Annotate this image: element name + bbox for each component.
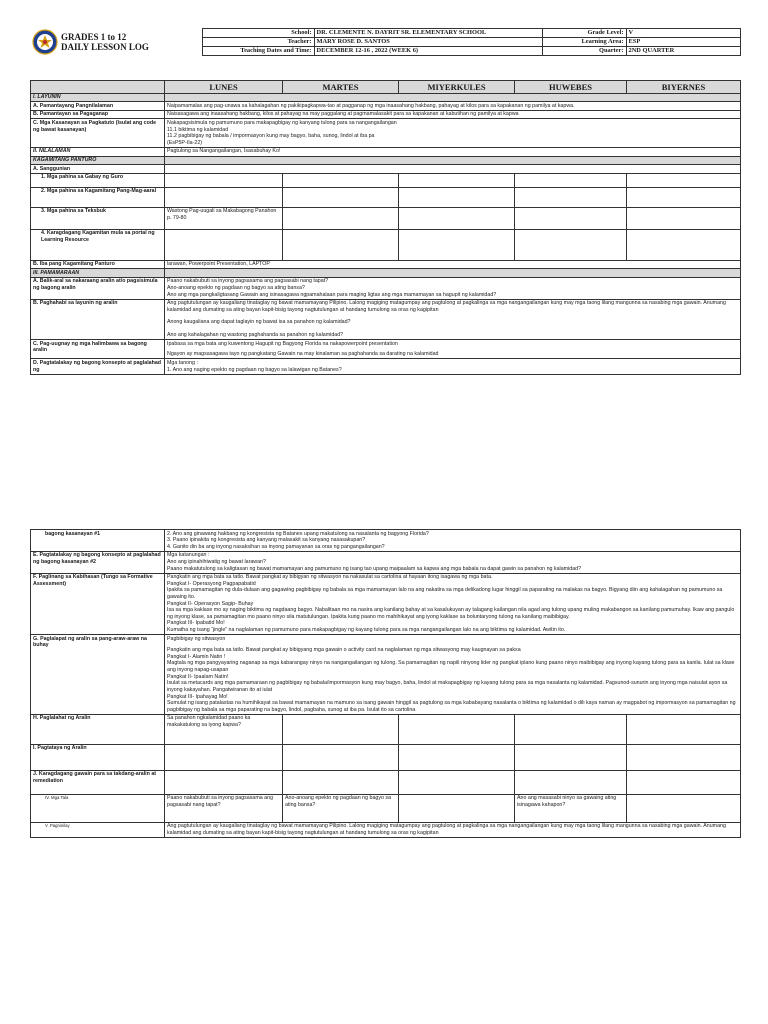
row-ph-text: Sa panahon ngkalamidad paano ka makakatulong sa iyong kapwa?	[165, 714, 283, 744]
row-kagamitan: 2. Mga pahina sa Kagamitang Pang-Mag-aaral	[31, 187, 165, 207]
row-pd2-text	[165, 530, 741, 552]
lesson-table-page-1	[30, 80, 741, 375]
row-sanggunian-fill	[165, 165, 741, 174]
section-pamamaraan-fill	[165, 269, 741, 278]
row-pf-label: F. Paglinang sa Kabihasan (Tungo sa Formative Assessment)	[31, 573, 165, 634]
quarter-value: 2ND QUARTER	[626, 47, 740, 56]
deped-seal-icon	[32, 29, 58, 55]
row-pg-text	[165, 635, 741, 715]
teacher-label: Teacher:	[202, 38, 314, 47]
pg-line-1: Pagbibigay ng sitwasyon	[167, 635, 226, 642]
pg-line-8: Sumulat ng isang patalastas na humihikayat sa bawat mamamayan na mamuno sa isang gawain hinggil sa pagtulong sa mga kababayang nasalanta o biktima ng kalamidad o dili kaya naman ay magpabot ng impormasyon sa pamamagitan ng pagbibigay ng babala sa mga paparating na bagyo, lindol, pagbaha, sunog at iba pa. Isulat ito sa cartolina	[167, 700, 736, 713]
dates-label: Teaching Dates and Time:	[202, 47, 314, 56]
pf-line-1: Pangkatin ang mga bata sa tatlo. Bawat pangkat ay bibigyan ng sitwasyon na nakasulat sa cartolina at hayaan itong isagawa ng mga bata.	[167, 574, 493, 581]
school-value: DR. CLEMENTE N. DAYRIT SR. ELEMENTARY SCHOOL	[314, 29, 542, 38]
pb-line-3: Ano ang kahalagahan ng wastong paghahanda sa panahon ng kalamidad?	[167, 332, 344, 339]
pf-line-6: Pangkat III- Ipabatid Mo!	[167, 620, 225, 627]
iv-lunes: Paano nakabubuti sa inyong pagsasama ang pagsasabi nang tapat?	[165, 794, 283, 822]
row-b-label: B. Pamantayan sa Pagaganap	[31, 110, 165, 119]
section-kagamitang: KAGAMITANG PANTURO	[31, 156, 165, 165]
section-pamamaraan: III. PAMAMARAAN	[31, 269, 165, 278]
quarter-label: Quarter:	[542, 47, 626, 56]
row-pd-label: D. Pagtatalakay ng bagong konsepto at paglalahad ng	[31, 359, 165, 374]
row-pa-label: A. Balik-aral sa nakaraang aralin at/o pagsisimula ng bagong aralin	[31, 277, 165, 299]
section-layunin: I. LAYUNIN	[31, 93, 165, 102]
row-pe-label: E. Pagtatalakay ng bagong konsepto at paglalahad ng bagong kasanayan #2	[31, 551, 165, 573]
c-line-1: Nakapagsisimula ng pamumuno para makapagbigay ng kanyang tulong para sa nangangailangan	[167, 119, 397, 126]
row-a-text: Naipamamalas ang pag-unawa sa kahalagahan ng pakikipagkapwa-tao at pagganap ng mga inaasahang hakbang, pahayag at kilos para sa kapakanan ng pamilya at kapwa.	[165, 102, 741, 111]
grade-value: V	[626, 29, 740, 38]
iv-martes: Ano-anoang epekto ng pagdaan ng bagyo sa ating bansa?	[283, 794, 399, 822]
c-line-3: 11.2 pagbibigay ng babala / impormasyon kung may bagyo, baha, sunog, lindol at iba pa	[167, 133, 375, 140]
title-line-1: GRADES 1 to 12	[61, 31, 127, 42]
row-pd2-label: bagong kasanayan #1	[31, 530, 165, 552]
header-table	[30, 28, 741, 56]
row-v-text: Ang pagtutulungan ay kaugaliang tinataglay ng bawat mamamayang Pilipino. Lalong magiging matagumpay ang pagtulong at pagkalinga sa mga nangangailangan kung may mga taong lilang mangunna sa nasabing mga gawain. Anumang kalamidad ang dumating sa ating bayan kapit-bisig tayong nagtutulungan at handang tumulong sa oras ng kagipitan	[165, 822, 741, 837]
pd2-line-2: 3. Paano ipinakita ng kongresista ang kanyang malasakit sa kanyang nasasakupan?	[167, 537, 366, 544]
pf-line-4: Pangkat II- Operasyon Sagip- Buhay	[167, 600, 254, 607]
nilalaman-text: Pagtulong sa Nangangailangan, Isasabuhay Ko!	[165, 147, 741, 156]
pg-line-6: Isulat sa metacards ang mga pamamaraan ng pagbibigay ng babala/impormasyon kung may bagyo, baha, lindol at makapagbigay ng kayang tulong para sa mga nasalanta ng kalamidad. Pagsunod-sunurin ang inyong mga naisulat ayon sa inyong kakayahan. Pangatwiranan ito at iulat	[167, 680, 728, 693]
day-miyerkules: MIYERKULES	[399, 81, 515, 94]
section-kagamitang-fill	[165, 156, 741, 165]
pd-line-2: 1. Ano ang naging epekto ng pagdaan ng bagyo sa lalawigan ng Batanes?	[167, 366, 342, 373]
row-portal: 4. Karagdagang Kagamitan mula sa portal ng Learning Resource	[31, 229, 165, 260]
row-pc-text	[165, 340, 741, 359]
row-pf-text	[165, 573, 741, 634]
pd2-line-1: 2. Ano ang ginawang hakbang ng kongresista ng Batanes upang makatulong sa nasalanta ng bagyong Florida?	[167, 530, 429, 537]
pg-line-4: Magtala ng mga pangyayaring naganap sa mga kabarangay ninyo na nangangailangan ng tulong. Sa pamamagitan ng napili ninyong lider ng pangkat iplano kung paano ninyo maibibigay ang inyong kayang tulong para sa kanila. Iulat sa klase ang inyong napag-usapan	[167, 660, 735, 674]
pe-line-3: Paano makatutulong sa kaligtasan ng bawat mamamayan ang pamumuno ng isang tao upang maipaalam sa kapwa ang mga babala na dapat gawin sa panahon ng kalamidad?	[167, 565, 582, 572]
row-teksbuk: 3. Mga pahina sa Teksbuk	[31, 207, 165, 229]
title-line-2: DAILY LESSON LOG	[61, 42, 149, 52]
area-value: ESP	[626, 38, 740, 47]
pc-line-2: Ngayon ay magsasagawa tayo ng pangkatang Gawain na may kinalaman sa paghahanda sa darating na kalamidad	[167, 351, 439, 358]
dates-value: DECEMBER 12-16 , 2022 (WEEK 6)	[314, 47, 542, 56]
row-iv-label: IV. Mga Tala	[31, 794, 165, 822]
row-pb-text	[165, 299, 741, 339]
teksbuk-text: Wastong Pag-uugali sa Makabagong Panahon p. 79-80	[165, 207, 283, 229]
pf-line-5: Isa sa mga kaklase mo ay naging biktima ng nagdaang bagyo. Nabalitaan mo na nasira ang kanilang bahay at sa kasalukuyan ay talagang kailangan nila agad ang tulong upang muling makabangon sa kanilang pamumuhay. Ikaw ang pangulo ng inyong klase, sa pamamagitan mo paano ninyo sila matutulungan. Ipakita kung paano mo mahihikayat ang iyong kaklase sa boluntaryong tulong na kanilang maibibigay.	[167, 607, 735, 620]
days-corner	[31, 81, 165, 94]
row-pc-label: C. Pag-uugnay ng mga halimbawa sa bagong aralin	[31, 340, 165, 359]
day-huwebes: HUWEBES	[515, 81, 627, 94]
day-biyernes: BIYERNES	[627, 81, 741, 94]
lesson-table-page-2	[30, 529, 741, 838]
row-pb-label: B. Paghahabi sa layunin ng aralin	[31, 299, 165, 339]
pb-line-1: Ang pagtutulungan ay kaugaliang tinataglay ng bawat mamamayang Pilipino. Lalong magiging matagumpay ang pagtulong at pagkalinga sa mga nangangailangan kung may mga taong lilang mangunna sa nasabing mga gawain. Anumang kalamidad ang dumating sa ating bayan kapit-bisig tayong nagtutulungan at handang tumulong sa oras ng kagipitan	[167, 300, 726, 313]
row-pi-label: I. Pagtataya ng Aralin	[31, 744, 165, 770]
pd-line-1: Mga tanong :	[167, 359, 198, 366]
row-pd-text	[165, 359, 741, 374]
pe-line-2: Ano ang ipinahihiwatig ng bawat larawan?	[167, 558, 266, 565]
row-pj-label: J. Karagdagang gawain para sa takdang-aralin at remediation	[31, 770, 165, 794]
iv-huwebes: Ano ang masasabi ninyo sa gawaing ating isinagawa kahapon?	[515, 794, 627, 822]
pa-line-3: Ano ang mga pangkaligtasang Gawain ang isinasagawa ngpamahalaan para maging ligtas ang mga mamamayan sa hagupit ng kalamidad?	[167, 291, 497, 298]
row-c-text	[165, 119, 741, 147]
pa-line-1: Paano nakabubuti sa inyong pagsasama ang pagsasabi nang tapat?	[167, 278, 329, 285]
row-iba-text: larawan, Powerpoint Presentation, LAPTOP	[165, 260, 741, 269]
header-title-cell	[30, 29, 202, 56]
school-label: School:	[202, 29, 314, 38]
section-nilalaman: II. NILALAMAN	[31, 147, 165, 156]
pf-line-2: Pangkat I- Operasyong Pagpapabatid	[167, 580, 256, 587]
row-pg-label: G. Paglalapat ng aralin sa pang-araw-araw na buhay	[31, 635, 165, 715]
row-ph-label: H. Paglalahat ng Aralin	[31, 714, 165, 744]
row-b-text: Naisasagawa ang inaasahang hakbang, kilos at pahayag na may paggalang at pagmamalasakit para sa kapakanan at kabutihan ng pamilya at kapwa	[165, 110, 741, 119]
c-line-2: 11.1 biktima ng kalamidad	[167, 126, 229, 133]
pb-line-2: Anong kaugaliana ang dapat taglayin ng bawat isa sa panahon ng kalamidad?	[167, 319, 351, 326]
row-c-label: C. Mga Kasanayan sa Pagkatuto (Isulat ang code ng bawat kasanayan)	[31, 119, 165, 147]
pg-line-2: Pangkatin ang mga bata sa tatlo. Bawat pangkat ay bibigyang mga gawain o activity card na naglalaman ng mga sitwasyong may kaugnayan sa paksa	[167, 647, 521, 654]
pf-line-7: Kumatha ng isang “jingle” na naglalaman ng pamumuno para makapagbigay ng kayang tulong para sa mga nangangailangan lalo na ang biktima ng kalamidad. Awitin ito.	[167, 627, 566, 634]
row-pa-text	[165, 277, 741, 299]
day-martes: MARTES	[283, 81, 399, 94]
pc-line-1: Ipabasa sa mga bata ang kuwentong Hagupit ng Bagyong Florida na nakapowerpoint presentation	[167, 340, 398, 347]
c-line-4: (EsP5P-IIa-22)	[167, 139, 203, 146]
row-iba-label: B. Iba pang Kagamitang Panturo	[31, 260, 165, 269]
row-v-label: V. Pagninilay	[31, 822, 165, 837]
pe-line-1: Mga katanungan :	[167, 552, 210, 559]
pa-line-2: Ano-anoang epekto ng pagdaan ng bagyo sa ating bansa?	[167, 285, 305, 292]
row-sanggunian: A. Sanggunian	[31, 165, 165, 174]
row-pe-text	[165, 551, 741, 573]
row-a-label: A. Pamantayang Pangnilalaman	[31, 102, 165, 111]
grade-label: Grade Level:	[542, 29, 626, 38]
day-lunes: LUNES	[165, 81, 283, 94]
section-layunin-fill	[165, 93, 741, 102]
teacher-value: MARY ROSE D. SANTOS	[314, 38, 542, 47]
pf-line-3: Ipakita sa pamamagitan ng dula-dulaan ang gagawing pagbibigay ng babala sa mga mamamayan lalo na ang nakatira sa mga delikadong lugar hinggil sa paparating na malakas na bagyo. Bigyang diin ang kahalagahan ng pamumuno sa gawaing ito.	[167, 587, 723, 600]
pg-line-3: Pangkat I- Alamin Natin !	[167, 653, 226, 660]
pd2-line-3: 4. Ganito din ba ang inyong nasaksihan sa inyong pamayanan sa oras ng pangangailangan?	[167, 543, 385, 550]
area-label: Learning Area:	[542, 38, 626, 47]
pg-line-7: Pangkat III- Ipahayag Mo!	[167, 693, 228, 700]
pg-line-5: Pangkat II- Ipaalam Natin!	[167, 673, 229, 680]
row-gabay: 1. Mga pahina sa Gabay ng Guro	[31, 173, 165, 187]
